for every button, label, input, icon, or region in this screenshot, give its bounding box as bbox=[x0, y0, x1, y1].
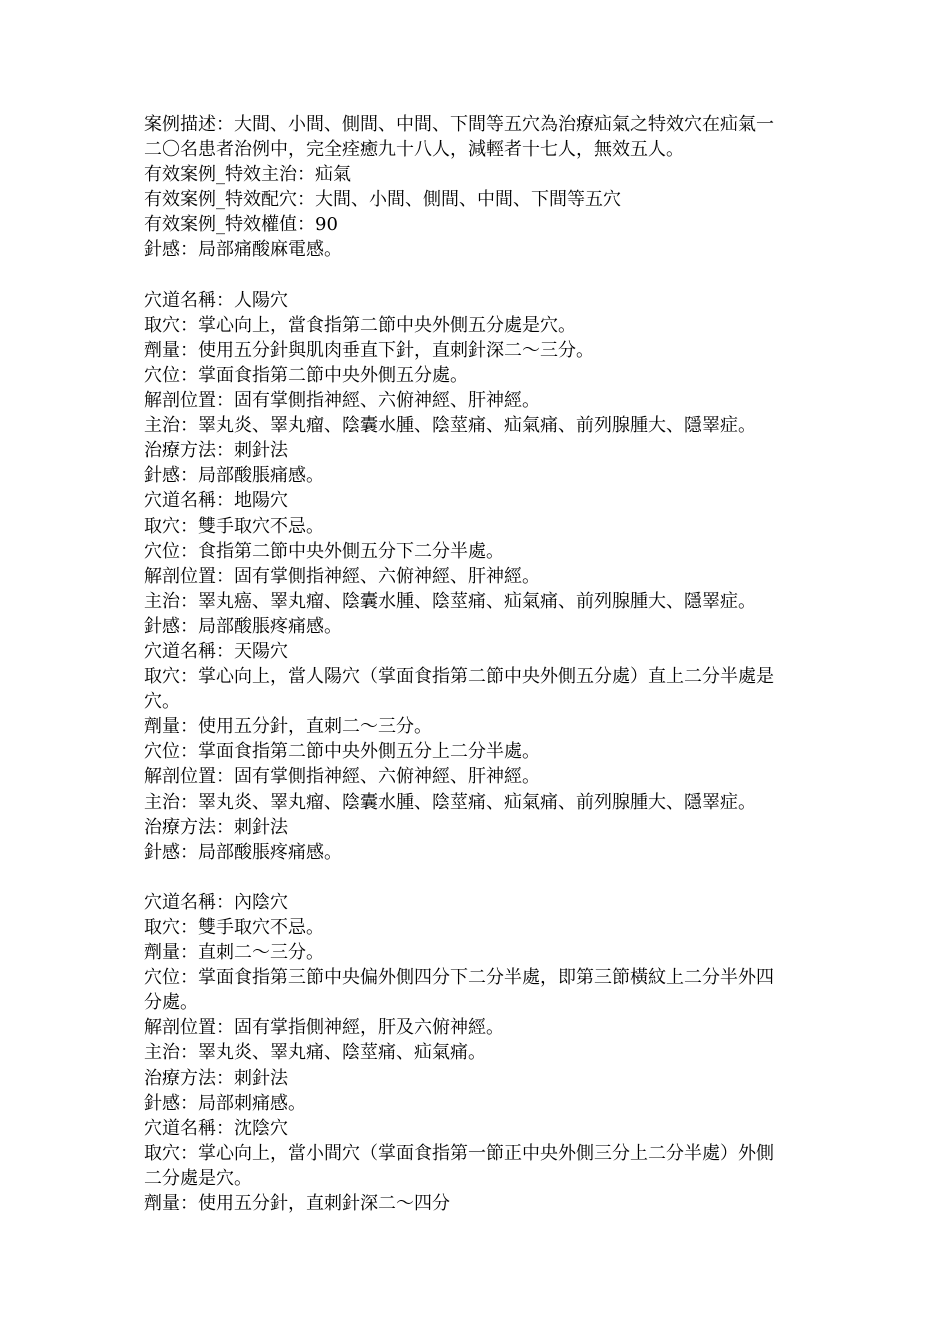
text-line: 主治：睪丸炎、睪丸痛、陰莖痛、疝氣痛。 bbox=[144, 1042, 486, 1064]
text-line: 二〇名患者治例中，完全痊癒九十八人，減輕者十七人，無效五人。 bbox=[144, 139, 684, 161]
text-line: 劑量：直刺二～三分。 bbox=[144, 942, 324, 964]
text-line: 針感：局部痛酸麻電感。 bbox=[144, 239, 342, 261]
text-line: 穴道名稱：天陽穴 bbox=[144, 640, 288, 662]
text-line: 治療方法：刺針法 bbox=[144, 440, 288, 462]
text-line: 穴位：掌面食指第二節中央外側五分處。 bbox=[144, 364, 468, 386]
text-line: 二分處是穴。 bbox=[144, 1167, 252, 1189]
text-line: 解剖位置：固有掌側指神經、六俯神經、肝神經。 bbox=[144, 766, 540, 788]
text-line: 針感：局部酸脹疼痛感。 bbox=[144, 841, 342, 863]
text-line: 穴位：掌面食指第三節中央偏外側四分下二分半處，即第三節橫紋上二分半外四 bbox=[144, 967, 774, 989]
text-line: 針感：局部刺痛感。 bbox=[144, 1092, 306, 1114]
text-line: 穴。 bbox=[144, 691, 180, 713]
text-line: 取穴：掌心向上，當人陽穴（掌面食指第二節中央外側五分處）直上二分半處是 bbox=[144, 666, 774, 688]
text-line: 解剖位置：固有掌側指神經、六俯神經、肝神經。 bbox=[144, 390, 540, 412]
text-line: 解剖位置：固有掌側指神經、六俯神經、肝神經。 bbox=[144, 565, 540, 587]
text-line: 穴位：食指第二節中央外側五分下二分半處。 bbox=[144, 540, 504, 562]
text-line: 穴道名稱：地陽穴 bbox=[144, 490, 288, 512]
text-line: 取穴：掌心向上，當食指第二節中央外側五分處是穴。 bbox=[144, 314, 576, 336]
text-line: 劑量：使用五分針，直刺二～三分。 bbox=[144, 716, 432, 738]
blank-line bbox=[144, 865, 816, 890]
text-line: 治療方法：刺針法 bbox=[144, 816, 288, 838]
text-line: 取穴：掌心向上，當小間穴（掌面食指第一節正中央外側三分上二分半處）外側 bbox=[144, 1142, 774, 1164]
blank-line bbox=[144, 263, 816, 288]
text-line: 主治：睪丸炎、睪丸瘤、陰囊水腫、陰莖痛、疝氣痛、前列腺腫大、隱睪症。 bbox=[144, 791, 756, 813]
text-line: 劑量：使用五分針與肌肉垂直下針，直刺針深二～三分。 bbox=[144, 339, 594, 361]
text-line: 針感：局部酸脹痛感。 bbox=[144, 465, 324, 487]
text-line: 針感：局部酸脹疼痛感。 bbox=[144, 615, 342, 637]
text-line: 穴道名稱：人陽穴 bbox=[144, 289, 288, 311]
text-line: 有效案例_特效權值：90 bbox=[144, 214, 338, 236]
text-line: 穴位：掌面食指第二節中央外側五分上二分半處。 bbox=[144, 741, 540, 763]
document-page bbox=[144, 112, 816, 1216]
text-line: 有效案例_特效主治：疝氣 bbox=[144, 164, 351, 186]
text-line: 主治：睪丸癌、睪丸瘤、陰囊水腫、陰莖痛、疝氣痛、前列腺腫大、隱睪症。 bbox=[144, 590, 756, 612]
text-line: 案例描述：大間、小間、側間、中間、下間等五穴為治療疝氣之特效穴在疝氣一 bbox=[144, 114, 774, 135]
text-line: 解剖位置：固有掌指側神經，肝及六俯神經。 bbox=[144, 1017, 504, 1039]
text-line: 劑量：使用五分針，直刺針深二～四分 bbox=[144, 1193, 450, 1215]
text-line: 穴道名稱：沈陰穴 bbox=[144, 1117, 288, 1139]
text-line: 取穴：雙手取穴不忌。 bbox=[144, 917, 324, 938]
text-line: 分處。 bbox=[144, 992, 198, 1014]
text-line: 主治：睪丸炎、睪丸瘤、陰囊水腫、陰莖痛、疝氣痛、前列腺腫大、隱睪症。 bbox=[144, 415, 756, 437]
text-line: 穴道名稱：內陰穴 bbox=[144, 891, 288, 913]
text-line: 取穴：雙手取穴不忌。 bbox=[144, 515, 324, 537]
text-line: 有效案例_特效配穴：大間、小間、側間、中間、下間等五穴 bbox=[144, 189, 621, 211]
text-line: 治療方法：刺針法 bbox=[144, 1067, 288, 1089]
